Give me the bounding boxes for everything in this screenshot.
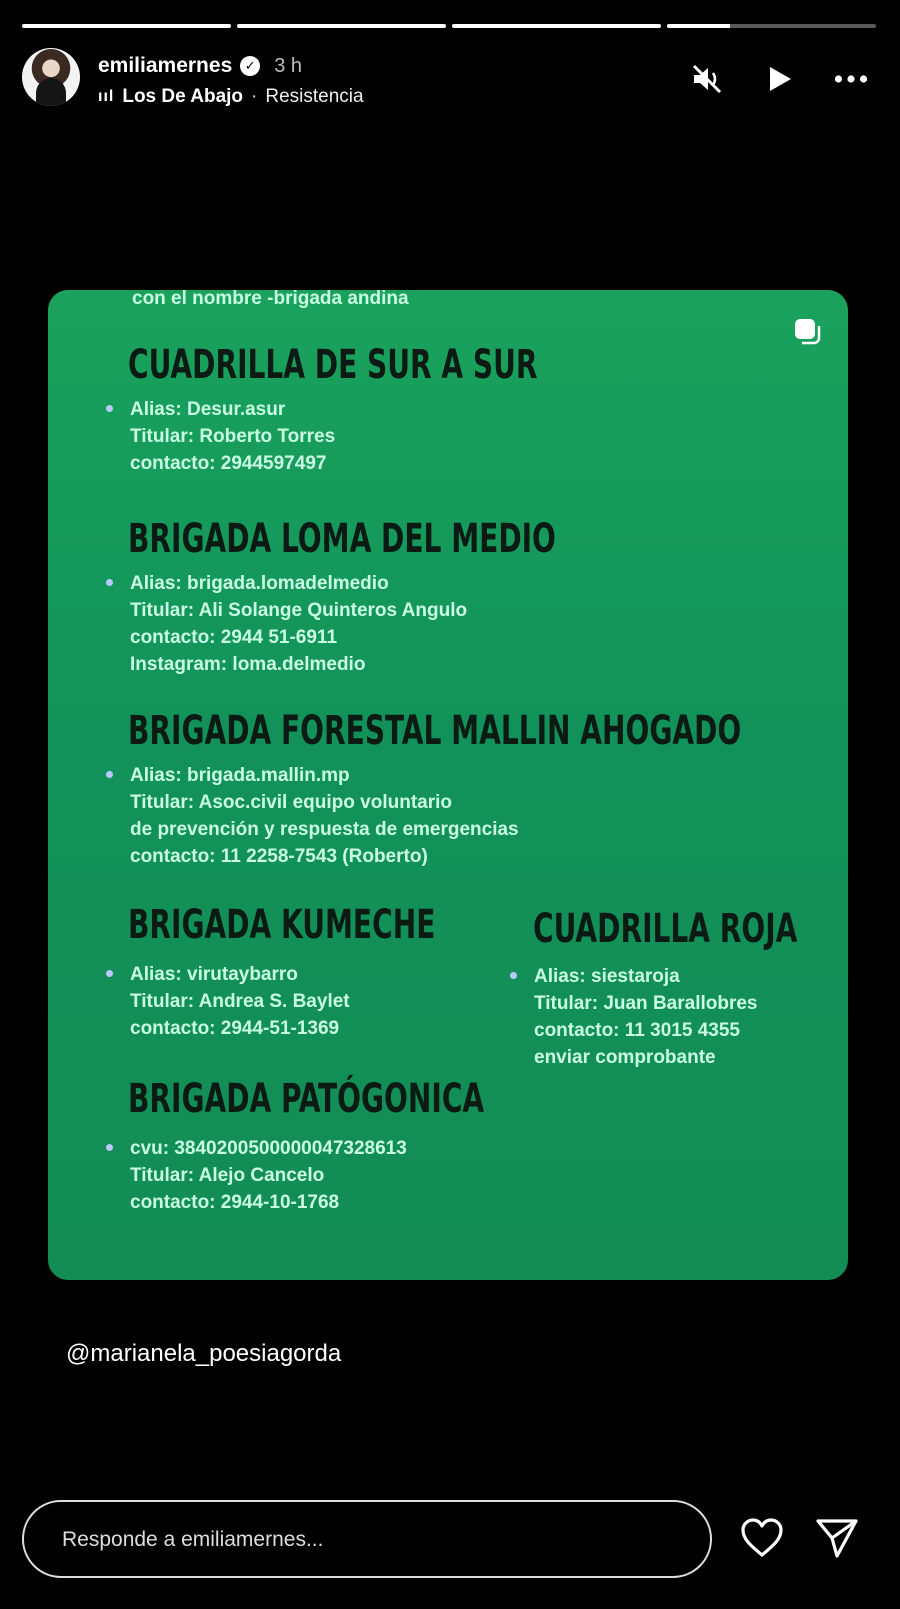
progress-segment (237, 24, 446, 28)
info-line: contacto: 2944597497 (130, 453, 327, 474)
info-line: enviar comprobante (534, 1047, 716, 1068)
heart-icon[interactable] (740, 1518, 784, 1558)
info-line: de prevención y respuesta de emergencias (130, 819, 519, 840)
avatar[interactable] (22, 48, 80, 106)
section-info (130, 396, 335, 477)
info-line: Alias: brigada.lomadelmedio (130, 573, 389, 594)
story-progress (22, 24, 876, 29)
section-info (130, 762, 519, 870)
info-line: Instagram: loma.delmedio (130, 654, 366, 675)
progress-segment (22, 24, 231, 28)
bullet-icon (106, 771, 113, 778)
story-header (22, 48, 878, 112)
progress-segment (667, 24, 876, 28)
music-line[interactable] (98, 86, 364, 108)
verified-badge-icon: ✓ (240, 56, 260, 76)
info-line: Titular: Roberto Torres (130, 426, 336, 447)
info-line: contacto: 11 3015 4355 (534, 1020, 740, 1041)
user-line (98, 54, 302, 78)
song-title: Los De Abajo (122, 86, 244, 107)
info-line: Titular: Ali Solange Quinteros Angulo (130, 600, 468, 621)
section-title: BRIGADA FORESTAL MALLIN AHOGADO (128, 708, 742, 754)
bullet-icon (510, 972, 517, 979)
section-title: CUADRILLA DE SUR A SUR (128, 342, 538, 388)
separator: · (251, 86, 258, 107)
info-line: Titular: Andrea S. Baylet (130, 991, 350, 1012)
more-icon[interactable] (834, 62, 868, 96)
info-line: contacto: 2944-51-1369 (130, 1018, 340, 1039)
send-icon[interactable] (815, 1516, 859, 1560)
section-title: CUADRILLA ROJA (533, 906, 798, 952)
speaker-muted-icon[interactable] (690, 62, 724, 96)
info-line: Titular: Juan Barallobres (534, 993, 758, 1014)
bullet-icon (106, 970, 113, 977)
info-line: Alias: brigada.mallin.mp (130, 765, 350, 786)
info-line: Titular: Alejo Cancelo (130, 1165, 325, 1186)
section-info (534, 963, 758, 1071)
section-info (130, 570, 467, 678)
song-artist: Resistencia (265, 86, 364, 107)
info-line: cvu: 3840200500000047328613 (130, 1138, 407, 1159)
section-info (130, 961, 350, 1042)
mention-sticker[interactable]: @marianela_poesiagorda (66, 1340, 342, 1367)
username[interactable]: emiliamernes (98, 54, 233, 77)
bullet-icon (106, 579, 113, 586)
info-line: contacto: 2944-10-1768 (130, 1192, 340, 1213)
section-title: BRIGADA PATÓGONICA (128, 1076, 485, 1122)
post-time: 3 h (274, 54, 303, 77)
bullet-icon (106, 405, 113, 412)
story-controls (690, 62, 868, 96)
info-line: Alias: Desur.asur (130, 399, 286, 420)
copy-icon[interactable] (792, 316, 822, 346)
card-top-line: con el nombre -brigada andina (132, 290, 409, 309)
section-title: BRIGADA KUMECHE (128, 902, 436, 948)
play-icon[interactable] (762, 62, 796, 96)
section-title: BRIGADA LOMA DEL MEDIO (128, 516, 556, 562)
info-line: contacto: 11 2258-7543 (Roberto) (130, 846, 428, 867)
section-info (130, 1135, 407, 1216)
music-bars-icon: ııl (98, 88, 115, 105)
info-line: contacto: 2944 51-6911 (130, 627, 338, 648)
info-line: Alias: siestaroja (534, 966, 680, 987)
info-line: Titular: Asoc.civil equipo voluntario (130, 792, 452, 813)
bullet-icon (106, 1144, 113, 1151)
story-card (48, 290, 848, 1280)
reply-input[interactable] (60, 1502, 664, 1578)
info-line: Alias: virutaybarro (130, 964, 298, 985)
progress-segment (452, 24, 661, 28)
reply-box[interactable] (22, 1500, 712, 1578)
